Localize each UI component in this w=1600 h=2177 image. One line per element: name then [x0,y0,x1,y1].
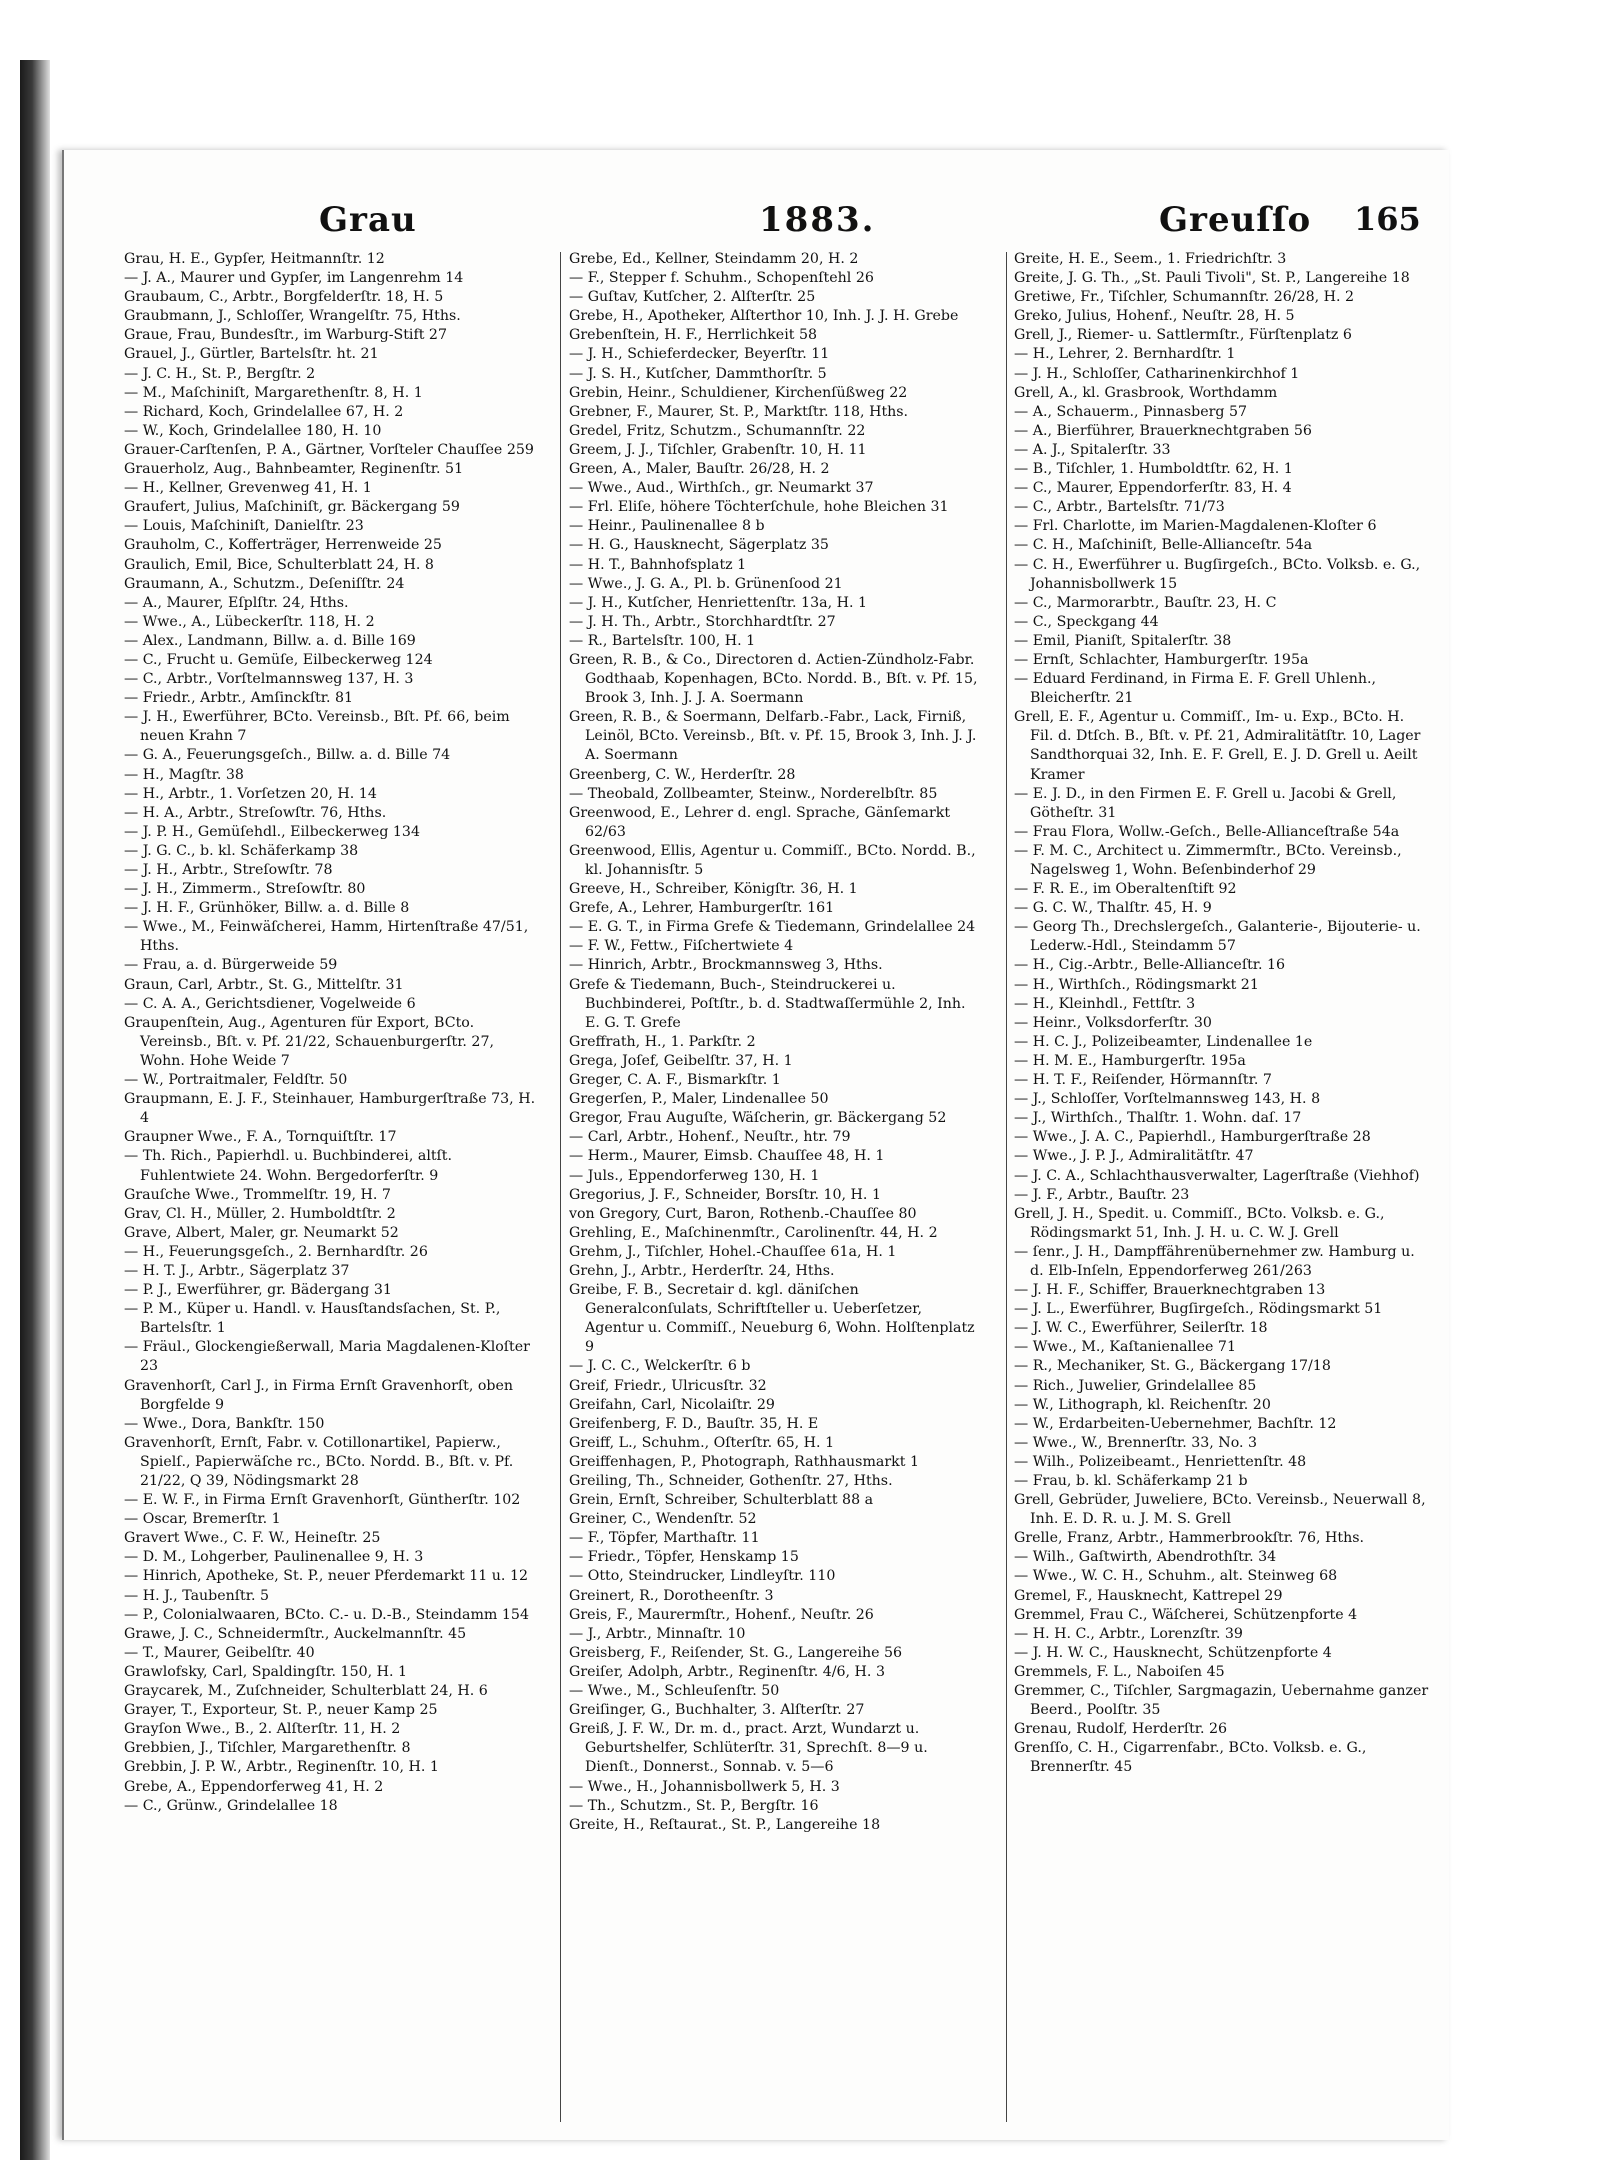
directory-entry: Graubmann, J., Schloſſer, Wrangelſtr. 75, Hths. [124,308,461,325]
header-left-keyword: Grau [319,200,417,240]
directory-entry: Grenau, Rudolf, Herderſtr. 26 [1014,1721,1228,1738]
directory-entry: — Friedr., Töpfer, Henskamp 15 [569,1549,799,1566]
directory-entry: — J. H. Th., Arbtr., Storchhardtſtr. 27 [569,613,836,630]
directory-entry: Grebbien, J., Tiſchler, Margarethenſtr. 8 [124,1740,411,1757]
directory-entry: — Th., Schutzm., St. P., Bergſtr. 16 [569,1797,819,1814]
directory-entry: Gravenhorſt, Ernſt, Fabr. v. Cotillonartikel, Papierw., Spielſ., Papierwäſche rc., BCto. Nordd. B., Bſt. v. Pf. 21/22, Q 39, Nödingsmarkt 28 [124,1434,514,1489]
directory-entry: Greem, J. J., Tiſchler, Grabenſtr. 10, H. 11 [569,441,867,458]
directory-entry: Grebe, A., Eppendorferweg 41, H. 2 [124,1778,384,1795]
directory-entry: — J., Wirthſch., Thalſtr. 1. Wohn. daſ. 17 [1014,1110,1302,1127]
directory-entry: — F., Stepper f. Schuhm., Schopenſtehl 26 [569,270,874,287]
directory-entry: — C. A. A., Gerichtsdiener, Vogelweide 6 [124,995,416,1012]
directory-entry: — J. H. F., Schiffer, Brauerknechtgraben 13 [1014,1282,1326,1299]
directory-entry: — C., Speckgang 44 [1014,613,1159,630]
directory-entry: — Guſtav, Kutſcher, 2. Alſterſtr. 25 [569,289,816,306]
directory-entry: — M., Maſchiniſt, Margarethenſtr. 8, H. 1 [124,384,423,401]
directory-entry: — C., Frucht u. Gemüſe, Eilbeckerweg 124 [124,651,433,668]
directory-entry: — Richard, Koch, Grindelallee 67, H. 2 [124,403,404,420]
directory-entry: — C., Grünw., Grindelallee 18 [124,1797,338,1814]
directory-entry: — H., Magſtr. 38 [124,766,244,783]
directory-entry: Grau, H. E., Gypſer, Heitmannſtr. 12 [124,251,385,267]
directory-entry: — J. F., Arbtr., Bauſtr. 23 [1014,1186,1190,1203]
directory-entry: Greiſer, Adolph, Arbtr., Reginenſtr. 4/6, H. 3 [569,1663,885,1680]
directory-entry: — C., Marmorarbtr., Bauſtr. 23, H. C [1014,594,1277,611]
directory-entry: — W., Lithograph, kl. Reichenſtr. 20 [1014,1396,1271,1413]
header-year: 1883. [759,200,876,240]
directory-entry: Grauſche Wwe., Trommelſtr. 19, H. 7 [124,1186,391,1203]
directory-entry: Grauholm, C., Kofferträger, Herrenweide 25 [124,537,442,554]
directory-entry: Greisberg, F., Reiſender, St. G., Langereihe 56 [569,1644,903,1661]
directory-entry: — J. H. W. C., Hausknecht, Schützenpforte 4 [1014,1644,1332,1661]
directory-entry: Gregor, Frau Auguſte, Wäſcherin, gr. Bäckergang 52 [569,1110,947,1127]
directory-entry: Graupenſtein, Aug., Agenturen für Export, BCto. Vereinsb., Bſt. v. Pf. 21/22, Schauenburgerſtr. 27, Wohn. Hohe Weide 7 [124,1014,494,1069]
directory-entry: — Friedr., Arbtr., Amſinckſtr. 81 [124,690,354,707]
directory-entry: Gremmels, F. L., Naboiſen 45 [1014,1663,1225,1680]
directory-entry: Grauerholz, Aug., Bahnbeamter, Reginenſtr. 51 [124,461,464,478]
directory-entry: Greeve, H., Schreiber, Königſtr. 36, H. 1 [569,881,858,898]
directory-entry: — Frau, b. kl. Schäferkamp 21 b [1014,1473,1248,1489]
directory-entry: — J. H., Zimmerm., Streſowſtr. 80 [124,881,366,898]
directory-entry: — J., Arbtr., Minnaſtr. 10 [569,1625,746,1642]
directory-entry: — H., Lehrer, 2. Bernhardſtr. 1 [1014,346,1236,363]
directory-entry: — E. J. D., in den Firmen E. F. Grell u. Jacobi & Grell, Götheſtr. 31 [1014,785,1397,821]
directory-entry: — F. R. E., im Oberaltenſtift 92 [1014,881,1237,898]
directory-entry: — H., Kleinhdl., Fettſtr. 3 [1014,995,1196,1012]
directory-entry: Green, A., Maler, Bauſtr. 26/28, H. 2 [569,461,830,478]
directory-entry: — J. L., Ewerführer, Bugſirgeſch., Rödingsmarkt 51 [1014,1301,1383,1318]
directory-entry: — G. C. W., Thalſtr. 45, H. 9 [1014,900,1212,917]
directory-entry: — Carl, Arbtr., Hohenf., Neuſtr., htr. 79 [569,1129,851,1146]
directory-entry: Grawe, J. C., Schneidermſtr., Auckelmannſtr. 45 [124,1625,467,1642]
directory-entry: Grebe, H., Apotheker, Alſterthor 10, Inh. J. J. H. Grebe [569,308,959,325]
directory-entry: — Heinr., Volksdorferſtr. 30 [1014,1014,1212,1031]
directory-entry: — T., Maurer, Geibelſtr. 40 [124,1644,315,1661]
page-number: 165 [1354,200,1421,238]
directory-entry: Grebin, Heinr., Schuldiener, Kirchenſüßweg 22 [569,384,908,401]
directory-entry: — J. H., Schieferdecker, Beyerſtr. 11 [569,346,830,363]
directory-entry: — J. H. F., Grünhöker, Billw. a. d. Bille 8 [124,900,410,917]
directory-entry: — Wwe., M., Feinwäſcherei, Hamm, Hirtenſtraße 47/51, Hths. [124,919,529,955]
directory-entry: — C., Arbtr., Bartelsſtr. 71/73 [1014,499,1225,516]
directory-entry: — W., Portraitmaler, Feldſtr. 50 [124,1072,348,1089]
directory-entry: Greiffenhagen, P., Photograph, Rathhausmarkt 1 [569,1453,919,1470]
directory-entry: Grehn, J., Arbtr., Herderſtr. 24, Hths. [569,1262,835,1279]
directory-entry: — C. H., Maſchiniſt, Belle-Allianceſtr. 54a [1014,537,1313,554]
directory-entry: von Gregory, Curt, Baron, Rothenb.-Chauſſee 80 [569,1205,917,1222]
directory-entry: — Hinrich, Apotheke, St. P., neuer Pferdemarkt 11 u. 12 [124,1568,529,1585]
directory-entry: — Ernſt, Schlachter, Hamburgerſtr. 195a [1014,651,1309,668]
directory-entry: Graupner Wwe., F. A., Tornquiſtſtr. 17 [124,1129,397,1146]
directory-entry: — P. M., Küper u. Handl. v. Hausſtandsſachen, St. P., Bartelsſtr. 1 [124,1301,501,1337]
directory-entry: — Emil, Pianiſt, Spitalerſtr. 38 [1014,632,1232,649]
directory-entry: — J., Schloſſer, Vorſtelmannsweg 143, H. 8 [1014,1091,1321,1108]
directory-entry: — Eduard Ferdinand, in Firma E. F. Grell Uhlenh., Bleicherſtr. 21 [1014,671,1377,707]
directory-entry: — Frl. Eliſe, höhere Töchterſchule, hohe Bleichen 31 [569,499,949,516]
directory-entry: Grayſon Wwe., B., 2. Alſterſtr. 11, H. 2 [124,1721,401,1738]
directory-entry: — R., Bartelsſtr. 100, H. 1 [569,632,756,649]
directory-entry: Greiß, J. F. W., Dr. m. d., pract. Arzt, Wundarzt u. Geburtshelfer, Schlüterſtr. 31, Sprechſt. 8—9 u. Dienſt., Donnerst., Sonnab. v. 5—6 [569,1721,928,1776]
header-right-keyword: Greuſſo [1159,200,1312,240]
directory-entry: Gremmel, Frau C., Wäſcherei, Schützenpforte 4 [1014,1606,1358,1623]
directory-entry: Grefe & Tiedemann, Buch-, Steindruckerei u. Buchbinderei, Poſtſtr., b. d. Stadtwaſſermühle 2, Inh. E. G. T. Grefe [569,976,966,1031]
directory-entry: Grega, Joſef, Geibelſtr. 37, H. 1 [569,1052,793,1069]
directory-entry: — Alex., Landmann, Billw. a. d. Bille 169 [124,632,416,649]
directory-entry: Grell, J., Riemer- u. Sattlermſtr., Fürſtenplatz 6 [1014,327,1352,344]
directory-entry: — H. C. J., Polizeibeamter, Lindenallee 1e [1014,1033,1313,1050]
directory-entry: — Georg Th., Drechslergeſch., Galanterie-, Bijouterie- u. Lederw.-Hdl., Steindamm 57 [1014,919,1421,955]
directory-entry: — Hinrich, Arbtr., Brockmannsweg 3, Hths. [569,957,883,974]
directory-entry: Graun, Carl, Arbtr., St. G., Mittelſtr. 31 [124,976,404,993]
directory-entry: Grebe, Ed., Kellner, Steindamm 20, H. 2 [569,251,859,267]
column-1 [124,250,539,2130]
directory-entry: — P., Colonialwaaren, BCto. C.- u. D.-B., Steindamm 154 [124,1606,529,1623]
directory-entry: Greifahn, Carl, Nicolaiſtr. 29 [569,1396,775,1413]
directory-entry: — J. H., Ewerführer, BCto. Vereinsb., Bſt. Pf. 66, beim neuen Krahn 7 [124,709,510,745]
directory-entry: — Wilh., Polizeibeamt., Henriettenſtr. 48 [1014,1453,1307,1470]
directory-entry: Graubaum, C., Arbtr., Borgfelderſtr. 18, H. 5 [124,289,444,306]
directory-entry: Grayer, T., Exporteur, St. P., neuer Kamp 25 [124,1702,438,1719]
directory-entry: — J. C. C., Welckerſtr. 6 b [569,1358,751,1375]
directory-entry: Green, R. B., & Soermann, Delfarb.-Fabr., Lack, Firniß, Leinöl, BCto. Vereinsb., Bſt. v. Pf. 15, Brook 3, Inh. J. J. A. Soermann [569,709,977,764]
directory-entry: Greiff, L., Schuhm., Oſterſtr. 65, H. 1 [569,1434,835,1451]
directory-entry: — J. H., Schloſſer, Catharinenkirchhof 1 [1014,365,1300,382]
directory-entry: — H., Wirthſch., Rödingsmarkt 21 [1014,976,1259,993]
directory-entry: Greenwood, Ellis, Agentur u. Commiſſ., BCto. Nordd. B., kl. Johannisſtr. 5 [569,842,976,878]
directory-entry: Grauer-Carſtenſen, P. A., Gärtner, Vorſteler Chauſſee 259 [124,441,534,458]
directory-entry: Grehling, E., Maſchinenmſtr., Carolinenſtr. 44, H. 2 [569,1224,938,1241]
directory-entry: — Wwe., M., Schleuſenſtr. 50 [569,1683,780,1700]
directory-entry: — H., Arbtr., 1. Vorſetzen 20, H. 14 [124,785,377,802]
directory-entry: — H. J., Taubenſtr. 5 [124,1587,269,1604]
directory-entry: Greenwood, E., Lehrer d. engl. Sprache, Gänſemarkt 62/63 [569,804,951,840]
directory-entry: Grefe, A., Lehrer, Hamburgerſtr. 161 [569,900,835,917]
directory-entry: Graufert, Julius, Maſchiniſt, gr. Bäckergang 59 [124,499,460,516]
directory-entry: Greif, Friedr., Ulricusſtr. 32 [569,1377,767,1394]
directory-entry: — H., Cig.-Arbtr., Belle-Allianceſtr. 16 [1014,957,1286,974]
directory-entry: Grebenſtein, H. F., Herrlichkeit 58 [569,327,818,344]
directory-entry: — A., Bierführer, Brauerknechtgraben 56 [1014,422,1312,439]
directory-entry: — Herm., Maurer, Eimsb. Chauſſee 48, H. 1 [569,1148,885,1165]
directory-entry: — P. J., Ewerführer, gr. Bädergang 31 [124,1282,392,1299]
directory-entry: — Theobald, Zollbeamter, Steinw., Norderelbſtr. 85 [569,785,938,802]
directory-entry: — A., Maurer, Eſplſtr. 24, Hths. [124,594,349,611]
directory-entry: Greenberg, C. W., Herderſtr. 28 [569,766,796,783]
directory-entry: — Frau Flora, Wollw.-Geſch., Belle-Allianceſtraße 54a [1014,823,1400,840]
directory-entry: Grave, Albert, Maler, gr. Neumarkt 52 [124,1224,399,1241]
directory-entry: — G. A., Feuerungsgeſch., Billw. a. d. Bille 74 [124,747,451,764]
directory-entry: Gravert Wwe., C. F. W., Heineſtr. 25 [124,1530,381,1547]
directory-entry: Grebner, F., Maurer, St. P., Marktſtr. 118, Hths. [569,403,909,420]
directory-entry: Gregorius, J. F., Schneider, Borsſtr. 10, H. 1 [569,1186,881,1203]
directory-entry: — C., Maurer, Eppendorferſtr. 83, H. 4 [1014,480,1292,497]
directory-entry: Grell, J. H., Spedit. u. Commiſſ., BCto. Volksb. e. G., Rödingsmarkt 51, Inh. J. H. u. C. W. J. Grell [1014,1205,1385,1241]
directory-entry: Gregerſen, P., Maler, Lindenallee 50 [569,1091,829,1108]
directory-entry: Graulich, Emil, Bice, Schulterblatt 24, H. 8 [124,556,434,573]
directory-entry: Gretiwe, Fr., Tiſchler, Schumannſtr. 26/28, H. 2 [1014,289,1355,306]
directory-entry: — J. P. H., Gemüſehdl., Eilbeckerweg 134 [124,823,420,840]
directory-entry: Graumann, A., Schutzm., Deſeniſſtr. 24 [124,575,405,592]
directory-entry: Greiner, C., Wendenſtr. 52 [569,1511,757,1528]
directory-entry: — A. J., Spitalerſtr. 33 [1014,441,1171,458]
directory-entry: Gremmer, C., Tiſchler, Sargmagazin, Uebernahme ganzer Beerd., Poolſtr. 35 [1014,1683,1429,1719]
directory-entry: Greite, H. E., Seem., 1. Friedrichſtr. 3 [1014,251,1287,267]
directory-entry: — J. A., Maurer und Gypſer, im Langenrehm 14 [124,270,464,287]
directory-entry: — Wwe., Aud., Wirthſch., gr. Neumarkt 37 [569,480,874,497]
directory-entry: — Frau, a. d. Bürgerweide 59 [124,957,338,974]
book-spine-edge [20,60,50,2160]
directory-entry: — Rich., Juwelier, Grindelallee 85 [1014,1377,1257,1394]
directory-entry: — F. W., Fettw., Fiſchertwiete 4 [569,938,794,955]
directory-entry: Grav, Cl. H., Müller, 2. Humboldtſtr. 2 [124,1205,396,1222]
directory-entry: — Wwe., W., Brennerſtr. 33, No. 3 [1014,1434,1258,1451]
directory-entry: — H. G., Hausknecht, Sägerplatz 35 [569,537,829,554]
directory-entry: — J. G. C., b. kl. Schäferkamp 38 [124,842,359,859]
column-2 [569,250,984,2130]
directory-entry: Grein, Ernſt, Schreiber, Schulterblatt 88 a [569,1492,874,1509]
directory-entry: Grauel, J., Gürtler, Bartelsſtr. ht. 21 [124,346,379,363]
directory-entry: Grehm, J., Tiſchler, Hohel.-Chauſſee 61a, H. 1 [569,1243,897,1260]
directory-entry: — W., Koch, Grindelallee 180, H. 10 [124,422,382,439]
column-3 [1014,250,1429,2130]
directory-entry: — H. T., Bahnhofsplatz 1 [569,556,747,573]
directory-entry: Grenſſo, C. H., Cigarrenfabr., BCto. Volksb. e. G., Brennerſtr. 45 [1014,1740,1367,1776]
directory-entry: — D. M., Lohgerber, Paulinenallee 9, H. 3 [124,1549,424,1566]
directory-entry: — H., Feuerungsgeſch., 2. Bernhardſtr. 26 [124,1243,428,1260]
directory-entry: — ſenr., J. H., Dampffährenübernehmer zw. Hamburg u. d. Elb-Inſeln, Eppendorferweg 261/263 [1014,1243,1415,1279]
directory-entry: — H. M. E., Hamburgerſtr. 195a [1014,1052,1246,1069]
directory-entry: Greger, C. A. F., Bismarkſtr. 1 [569,1072,781,1089]
directory-entry: — Oscar, Bremerſtr. 1 [124,1511,281,1528]
directory-entry: Grell, A., kl. Grasbrook, Worthdamm [1014,384,1278,401]
column-divider [560,252,561,2122]
directory-entry: — Wwe., H., Johannisbollwerk 5, H. 3 [569,1778,840,1795]
directory-entry: Gravenhorſt, Carl J., in Firma Ernſt Gravenhorſt, oben Borgfelde 9 [124,1377,514,1413]
directory-entry: Graupmann, E. J. F., Steinhauer, Hamburgerſtraße 73, H. 4 [124,1091,536,1127]
directory-entry: Graycarek, M., Zuſchneider, Schulterblatt 24, H. 6 [124,1683,488,1700]
directory-entry: — Wilh., Gaſtwirth, Abendrothſtr. 34 [1014,1549,1277,1566]
directory-entry: — F. M. C., Architect u. Zimmermſtr., BCto. Vereinsb., Nagelsweg 1, Wohn. Beſenbinderhof 29 [1014,842,1402,878]
directory-entry: Greifenberg, F. D., Bauſtr. 35, H. E [569,1415,819,1432]
directory-entry: — Frl. Charlotte, im Marien-Magdalenen-Kloſter 6 [1014,518,1377,535]
directory-entry: — H., Kellner, Grevenweg 41, H. 1 [124,480,372,497]
directory-entry: Grelle, Franz, Arbtr., Hammerbrookſtr. 76, Hths. [1014,1530,1365,1547]
directory-entry: Greite, J. G. Th., „St. Pauli Tivoli", St. P., Langereihe 18 [1014,270,1410,287]
directory-entry: — C. H., Ewerführer u. Bugſirgeſch., BCto. Volksb. e. G., Johannisbollwerk 15 [1014,556,1421,592]
directory-entry: Gredel, Fritz, Schutzm., Schumannſtr. 22 [569,422,866,439]
directory-entry: Greite, H., Reſtaurat., St. P., Langereihe 18 [569,1816,881,1833]
directory-entry: Grebbin, J. P. W., Arbtr., Reginenſtr. 10, H. 1 [124,1759,439,1776]
directory-entry: — Wwe., J. G. A., Pl. b. Grünenſood 21 [569,575,843,592]
directory-entry: — E. W. F., in Firma Ernſt Gravenhorſt, Güntherſtr. 102 [124,1492,521,1509]
directory-page [62,150,1449,2140]
page-header [64,200,1449,244]
directory-entry: — J. W. C., Ewerführer, Seilerſtr. 18 [1014,1320,1268,1337]
directory-entry: — Otto, Steindrucker, Lindleyſtr. 110 [569,1568,836,1585]
directory-entry: — J. C. H., St. P., Bergſtr. 2 [124,365,316,382]
directory-entry: Greko, Julius, Hohenf., Neuſtr. 28, H. 5 [1014,308,1295,325]
directory-entry: — Wwe., M., Kaſtanienallee 71 [1014,1339,1236,1356]
directory-entry: — Fräul., Glockengießerwall, Maria Magdalenen-Kloſter 23 [124,1339,530,1375]
directory-entry: — R., Mechaniker, St. G., Bäckergang 17/18 [1014,1358,1331,1375]
directory-entry: — E. G. T., in Firma Grefe & Tiedemann, Grindelallee 24 [569,919,976,936]
directory-entry: — W., Erdarbeiten-Uebernehmer, Bachſtr. 12 [1014,1415,1337,1432]
directory-entry: Greiſinger, G., Buchhalter, 3. Alſterſtr. 27 [569,1702,865,1719]
directory-entry: Graue, Frau, Bundesſtr., im Warburg-Stift 27 [124,327,447,344]
column-divider [1006,252,1007,2122]
directory-entry: Greiling, Th., Schneider, Gothenſtr. 27, Hths. [569,1473,893,1489]
directory-entry: — B., Tiſchler, 1. Humboldtſtr. 62, H. 1 [1014,461,1293,478]
directory-entry: Gremel, F., Hausknecht, Kattrepel 29 [1014,1587,1283,1604]
directory-entry: Grell, E. F., Agentur u. Commiſſ., Im- u. Exp., BCto. H. Fil. d. Dtſch. B., Bſt. v. Pf. 21, Admiralitätſtr. 10, Lager Sandthorquai 32, Inh. E. F. Grell, E. J. D. Grell u. Aeilt Kramer [1014,709,1421,783]
directory-entry: — A., Schauerm., Pinnasberg 57 [1014,403,1248,420]
directory-entry: — Louis, Maſchiniſt, Danielſtr. 23 [124,518,364,535]
directory-entry: Grell, Gebrüder, Juweliere, BCto. Vereinsb., Neuerwall 8, Inh. E. D. R. u. J. M. S. Grell [1014,1492,1426,1528]
directory-entry: — C., Arbtr., Vorſtelmannsweg 137, H. 3 [124,671,414,688]
directory-entry: — Heinr., Paulinenallee 8 b [569,518,765,535]
directory-entry: — Wwe., Dora, Bankſtr. 150 [124,1415,325,1432]
directory-entry: Greibe, F. B., Secretair d. kgl. däniſchen Generalconſulats, Schriftſteller u. Ueberſetzer, Agentur u. Commiſſ., Neueburg 6, Wohn. Holſtenplatz 9 [569,1282,975,1356]
directory-entry: — Th. Rich., Papierhdl. u. Buchbinderei, altſt. Fuhlentwiete 24. Wohn. Bergedorferſtr. 9 [124,1148,453,1184]
directory-entry: — H. T. J., Arbtr., Sägerplatz 37 [124,1262,350,1279]
directory-entry: — J. S. H., Kutſcher, Dammthorſtr. 5 [569,365,827,382]
directory-entry: Greis, F., Maurermſtr., Hohenf., Neuſtr. 26 [569,1606,874,1623]
directory-entry: — Wwe., J. A. C., Papierhdl., Hamburgerſtraße 28 [1014,1129,1371,1146]
directory-entry: — H. H. C., Arbtr., Lorenzſtr. 39 [1014,1625,1243,1642]
directory-entry: Grawlofsky, Carl, Spaldingſtr. 150, H. 1 [124,1663,408,1680]
directory-entry: — F., Töpfer, Marthaſtr. 11 [569,1530,760,1547]
directory-entry: — Wwe., J. P. J., Admiralitätſtr. 47 [1014,1148,1254,1165]
directory-entry: Greffrath, H., 1. Parkſtr. 2 [569,1033,756,1050]
directory-entry: Greinert, R., Dorotheenſtr. 3 [569,1587,774,1604]
directory-entry: — J. H., Kutſcher, Henriettenſtr. 13a, H. 1 [569,594,868,611]
directory-entry: — J. H., Arbtr., Streſowſtr. 78 [124,862,333,878]
directory-entry: — Juls., Eppendorferweg 130, H. 1 [569,1167,820,1184]
directory-entry: — J. C. A., Schlachthausverwalter, Lagerſtraße (Viehhof) [1014,1167,1420,1184]
directory-entry: — Wwe., A., Lübeckerſtr. 118, H. 2 [124,613,375,630]
directory-entry: Green, R. B., & Co., Directoren d. Actien-Zündholz-Fabr. Godthaab, Kopenhagen, BCto. Nordd. B., Bſt. v. Pf. 15, Brook 3, Inh. J. J. A. Soermann [569,651,978,707]
directory-entry: — H. T. F., Reiſender, Hörmannſtr. 7 [1014,1072,1272,1089]
directory-entry: — Wwe., W. C. H., Schuhm., alt. Steinweg 68 [1014,1568,1338,1585]
directory-entry: — H. A., Arbtr., Streſowſtr. 76, Hths. [124,804,387,821]
